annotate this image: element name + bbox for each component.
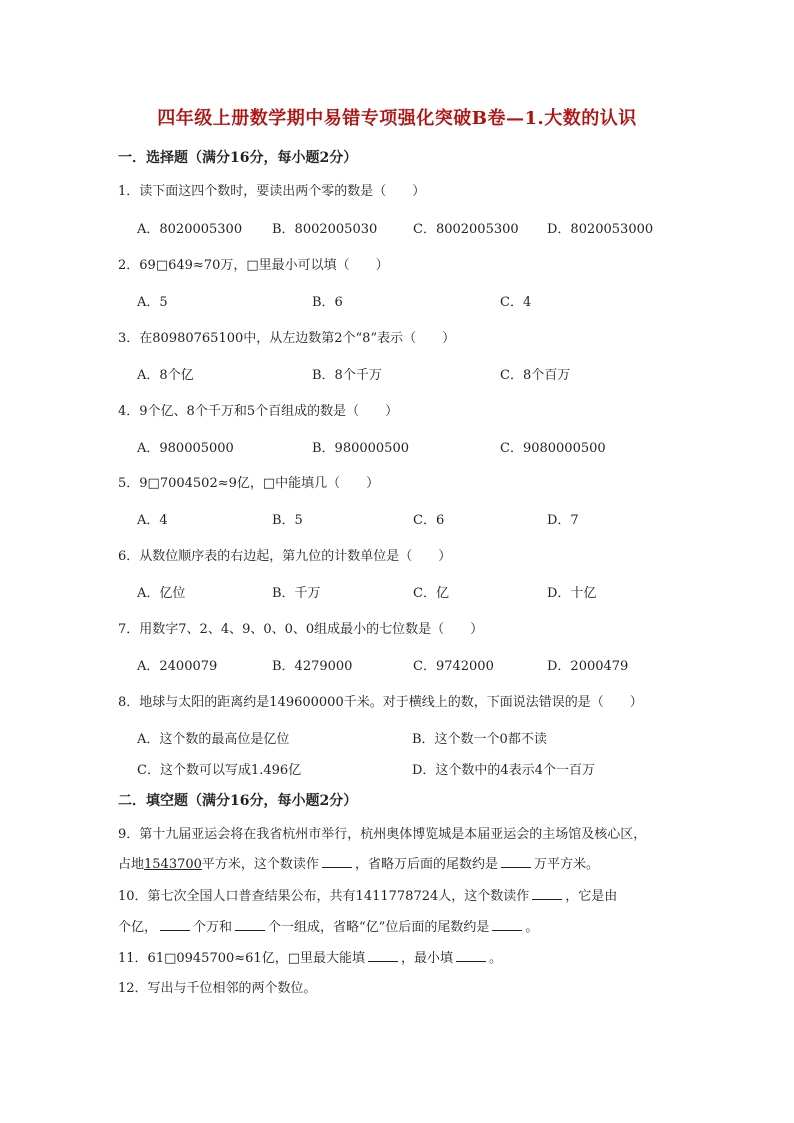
q10-text-f: 。 xyxy=(525,920,539,935)
q11-text-c: 。 xyxy=(489,951,503,966)
q6-option-d: D．十亿 xyxy=(547,586,597,601)
question-11 xyxy=(118,947,502,966)
q6-option-a: A．亿位 xyxy=(137,586,186,601)
question-3: 3．在80980765100中，从左边数第2个“8”表示（ ） xyxy=(118,331,456,346)
q7-option-b: B．4279000 xyxy=(272,659,353,674)
question-6: 6．从数位顺序表的右边起，第九位的计数单位是（ ） xyxy=(118,549,452,564)
q2-option-c: C．4 xyxy=(500,295,532,310)
q9-text-c: ，省略万后面的尾数约是 xyxy=(354,857,498,872)
question-5: 5．9□7004502≈9亿，□中能填几（ ） xyxy=(118,476,380,491)
q3-option-c: C．8个百万 xyxy=(500,368,571,383)
q8-option-c: C．这个数可以写成1.496亿 xyxy=(137,763,302,778)
page-title: 四年级上册数学期中易错专项强化突破B卷—1.大数的认识 xyxy=(157,108,637,129)
q10-blank-1[interactable] xyxy=(532,887,562,900)
q9-text-a: 占地 xyxy=(118,857,145,872)
q4-option-c: C．9080000500 xyxy=(500,441,606,456)
q8-option-b: B．这个数一个0都不读 xyxy=(412,732,547,747)
q2-option-b: B．6 xyxy=(312,295,343,310)
question-12: 12．写出与千位相邻的两个数位。 xyxy=(118,981,317,996)
q5-option-d: D．7 xyxy=(547,513,579,528)
q3-option-b: B．8个千万 xyxy=(312,368,382,383)
question-9-line-2 xyxy=(118,853,599,872)
q6-option-b: B．千万 xyxy=(272,586,321,601)
q9-blank-1[interactable] xyxy=(322,855,352,868)
q9-text-d: 万平方米。 xyxy=(533,857,599,872)
q10-text-b: ，它是由 xyxy=(565,889,618,904)
q9-text-b: 平方米，这个数读作 xyxy=(201,857,319,872)
question-4: 4．9个亿、8个千万和5个百组成的数是（ ） xyxy=(118,404,399,419)
q11-blank-2[interactable] xyxy=(456,949,486,962)
question-7: 7．用数字7、2、4、9、0、0、0组成最小的七位数是（ ） xyxy=(118,622,484,637)
q10-text-d: 个万和 xyxy=(193,920,233,935)
q9-underlined-number: 1543700 xyxy=(144,857,202,872)
q8-option-a: A．这个数的最高位是亿位 xyxy=(137,732,290,747)
q10-blank-4[interactable] xyxy=(492,918,522,931)
q10-text-c: 个亿， xyxy=(118,920,158,935)
q10-blank-2[interactable] xyxy=(160,918,190,931)
q4-option-a: A．980005000 xyxy=(137,441,234,456)
q11-blank-1[interactable] xyxy=(368,949,398,962)
section-heading-fill: 二．填空题（满分16分，每小题2分） xyxy=(118,793,358,809)
question-9-line-1: 9．第十九届亚运会将在我省杭州市举行，杭州奥体博览城是本届亚运会的主场馆及核心区， xyxy=(118,827,647,842)
q1-option-d: D．8020053000 xyxy=(547,222,654,237)
q4-option-b: B．980000500 xyxy=(312,441,409,456)
question-8: 8．地球与太阳的距离约是149600000千米。对于横线上的数，下面说法错误的是（ ） xyxy=(118,695,643,710)
section-heading-choice: 一．选择题（满分16分，每小题2分） xyxy=(118,150,358,166)
q7-option-a: A．2400079 xyxy=(137,659,218,674)
question-1: 1．读下面这四个数时，要读出两个零的数是（ ） xyxy=(118,184,426,199)
question-10-line-1 xyxy=(118,885,617,904)
q3-option-a: A．8个亿 xyxy=(137,368,194,383)
q7-option-d: D．2000479 xyxy=(547,659,629,674)
q6-option-c: C．亿 xyxy=(413,586,449,601)
q10-text-a: 10．第七次全国人口普查结果公布，共有1411778724人，这个数读作 xyxy=(118,889,530,904)
q8-option-d: D．这个数中的4表示4个一百万 xyxy=(412,763,595,778)
question-10-line-2 xyxy=(118,916,538,935)
q7-option-c: C．9742000 xyxy=(413,659,494,674)
q11-text-b: ，最小填 xyxy=(400,951,453,966)
q5-option-c: C．6 xyxy=(413,513,445,528)
q5-option-b: B．5 xyxy=(272,513,303,528)
q1-option-a: A．8020005300 xyxy=(137,222,243,237)
q10-blank-3[interactable] xyxy=(235,918,265,931)
q9-blank-2[interactable] xyxy=(501,855,531,868)
q10-text-e: 个一组成，省略“亿”位后面的尾数约是 xyxy=(268,920,490,935)
q11-text-a: 11．61□0945700≈61亿，□里最大能填 xyxy=(118,951,365,966)
q1-option-b: B．8002005030 xyxy=(272,222,378,237)
q2-option-a: A．5 xyxy=(137,295,168,310)
question-2: 2．69□649≈70万，□里最小可以填（ ） xyxy=(118,258,389,273)
q1-option-c: C．8002005300 xyxy=(413,222,519,237)
q5-option-a: A．4 xyxy=(137,513,168,528)
